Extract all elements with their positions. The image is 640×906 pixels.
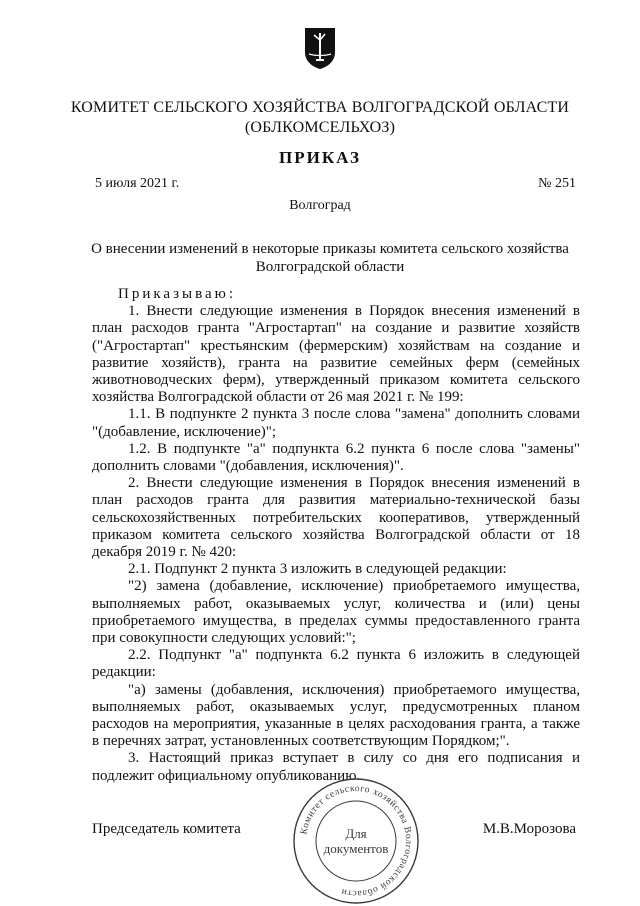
signatory-position: Председатель комитета	[92, 821, 241, 837]
order-subject	[80, 240, 580, 276]
committee-name	[70, 98, 570, 138]
official-stamp-icon	[291, 776, 421, 906]
paragraph-2-1-text: "2) замена (добавление, исключение) приобретаемого имущества, выполняемых работ, оказываемых услуг, количества и (или) цены приобретаемого имущества, в пределах суммы предоставленного гранта при совокупности следующих условий:";	[92, 578, 580, 647]
stamp-ring-text: Комитет сельского хозяйства Волгоградской области	[299, 783, 414, 899]
paragraph-2: 2. Внести следующие изменения в Порядок внесения изменений в план расходов гранта для развития материально-технической базы сельскохозяйственных потребительских кооперативов, утвержденный приказом комитета сельского хозяйства Волгоградской области от 18 декабря 2019 г. № 420:	[92, 475, 580, 561]
city: Волгоград	[289, 198, 351, 213]
order-number: № 251	[538, 176, 576, 191]
paragraph-1-1: 1.1. В подпункте 2 пункта 3 после слова "замена" дополнить словами "(добавление, исключение)";	[92, 406, 580, 440]
order-word: Приказываю:	[118, 286, 236, 302]
order-body	[92, 286, 580, 785]
subject-line1: О внесении изменений в некоторые приказы комитета сельского хозяйства	[91, 241, 569, 257]
order-date: 5 июля 2021 г.	[95, 176, 180, 191]
paragraph-1: 1. Внести следующие изменения в Порядок внесения изменений в план расходов гранта "Агростартап" на создание и развитие хозяйств ("Агростартап" крестьянским (фермерским) хозяйствам на создание и развитие хозяйств), гранта на развитие семейных ферм (семейных животноводческих ферм), утвержденный приказом комитета сельского хозяйства Волгоградской области от 26 мая 2021 г. № 199:	[92, 303, 580, 406]
doc-type-title: ПРИКАЗ	[279, 148, 361, 167]
volgograd-coat-of-arms-icon	[303, 26, 337, 70]
stamp-center-line1: Для	[345, 826, 367, 841]
signatory-name: М.В.Морозова	[482, 821, 576, 837]
subject-line2: Волгоградской области	[255, 259, 405, 275]
paragraph-2-2: 2.2. Подпункт "а" подпункта 6.2 пункта 6 изложить в следующей редакции:	[92, 647, 580, 681]
stamp-center-line2: документов	[323, 841, 389, 856]
paragraph-2-2-text: "а) замены (добавления, исключения) приобретаемого имущества, выполняемых работ, оказываемых услуг, предусмотренных планом расходов на мероприятия, указанные в целях расходования гранта, а также в перечнях затрат, установленных соответствующим Порядком;".	[92, 681, 580, 750]
paragraph-1-2: 1.2. В подпункте "а" подпункта 6.2 пункта 6 после слова "замены" дополнить словами "(добавления, исключения)".	[92, 440, 580, 475]
committee-name-line2: (ОБЛКОМСЕЛЬХОЗ)	[244, 119, 396, 136]
committee-name-line1: КОМИТЕТ СЕЛЬСКОГО ХОЗЯЙСТВА ВОЛГОГРАДСКОЙ ОБЛАСТИ	[70, 99, 570, 116]
paragraph-2-1: 2.1. Подпункт 2 пункта 3 изложить в следующей редакции:	[128, 561, 507, 578]
paragraph-3: 3. Настоящий приказ вступает в силу со дня его подписания и подлежит официальному опубликованию.	[92, 750, 580, 784]
